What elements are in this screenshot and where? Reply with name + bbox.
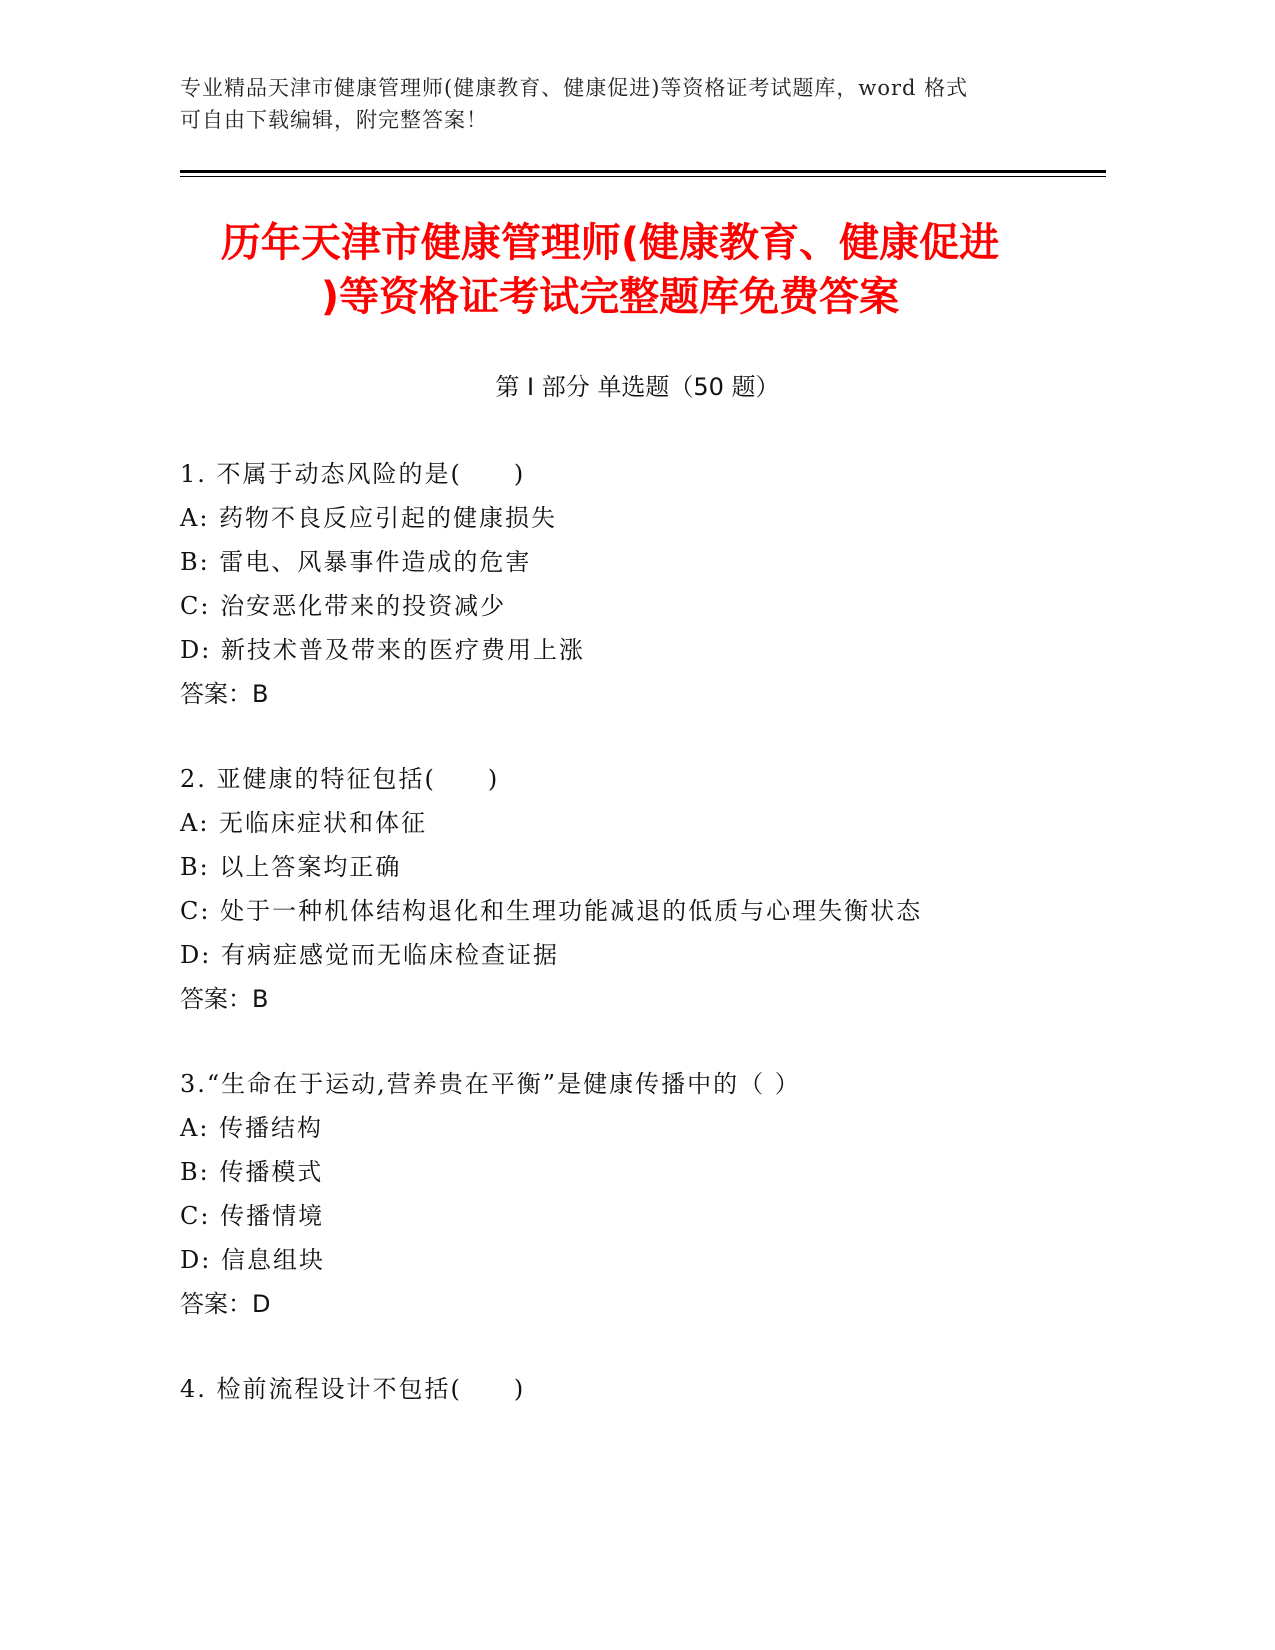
option-a: A: 无临床症状和体征 (180, 809, 428, 837)
option-c: C: 治安恶化带来的投资减少 (180, 592, 507, 620)
option-b: B: 传播模式 (180, 1158, 324, 1186)
question-2 (180, 757, 1140, 1021)
document-title (170, 216, 1050, 324)
option-b: B: 以上答案均正确 (180, 853, 402, 881)
question-1 (180, 452, 1140, 716)
option-a: A: 药物不良反应引起的健康损失 (180, 504, 558, 532)
title-line-2: )等资格证考试完整题库免费答案 (320, 274, 900, 320)
option-c: C: 处于一种机体结构退化和生理功能减退的低质与心理失衡状态 (180, 897, 923, 925)
section-heading: 第 I 部分 单选题（50 题） (495, 373, 780, 401)
question-3 (180, 1062, 1140, 1326)
header-divider-thin (180, 176, 1106, 177)
document-header (180, 72, 1040, 136)
option-b: B: 雷电、风暴事件造成的危害 (180, 548, 532, 576)
option-d: D: 信息组块 (180, 1246, 325, 1274)
title-line-1: 历年天津市健康管理师(健康教育、健康促进 (220, 220, 1000, 266)
option-d: D: 有病症感觉而无临床检查证据 (180, 941, 559, 969)
question-stem: 4. 检前流程设计不包括( ) (180, 1375, 526, 1403)
header-line-2: 可自由下载编辑，附完整答案！ (180, 108, 488, 132)
answer: 答案：D (180, 1290, 271, 1318)
header-divider-thick (180, 170, 1106, 173)
option-c: C: 传播情境 (180, 1202, 325, 1230)
question-stem: 1. 不属于动态风险的是( ) (180, 460, 526, 488)
question-stem: 3.“生命在于运动,营养贵在平衡”是健康传播中的（ ） (180, 1070, 801, 1098)
answer: 答案：B (180, 985, 269, 1013)
header-line-1: 专业精品天津市健康管理师(健康教育、健康促进)等资格证考试题库，word 格式 (180, 76, 969, 100)
question-4 (180, 1367, 1140, 1411)
option-d: D: 新技术普及带来的医疗费用上涨 (180, 636, 585, 664)
question-stem: 2. 亚健康的特征包括( ) (180, 765, 500, 793)
answer: 答案：B (180, 680, 269, 708)
option-a: A: 传播结构 (180, 1114, 324, 1142)
